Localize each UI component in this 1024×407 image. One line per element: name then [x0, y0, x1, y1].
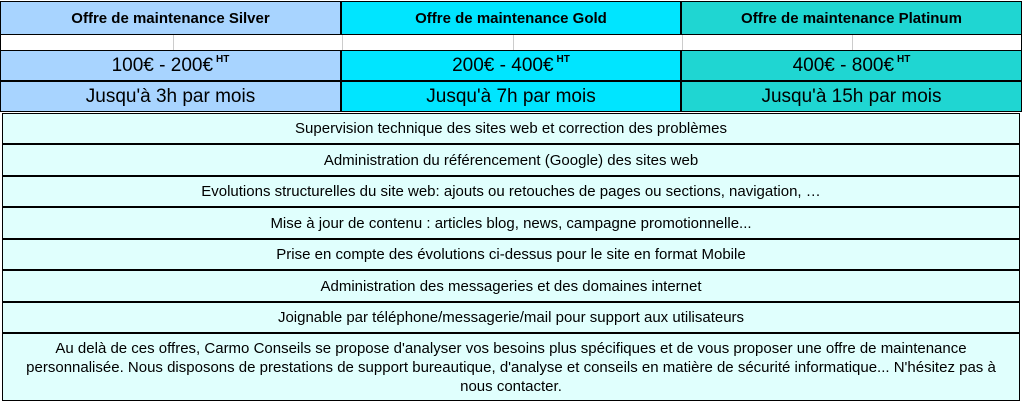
- silver-price-suffix: HT: [216, 54, 230, 65]
- spacer-tick: [342, 35, 343, 50]
- platinum-price-value: 400€ - 800€: [792, 54, 895, 76]
- platinum-price-suffix: HT: [897, 54, 911, 65]
- gold-offer-title: Offre de maintenance Gold: [341, 1, 681, 35]
- platinum-offer-title: Offre de maintenance Platinum: [681, 1, 1022, 35]
- feature-row: Mise à jour de contenu : articles blog, news, campagne promotionnelle...: [2, 207, 1020, 239]
- feature-row: Administration du référencement (Google) des sites web: [2, 144, 1020, 176]
- spacer-tick: [513, 35, 514, 50]
- gold-price-suffix: HT: [556, 54, 570, 65]
- silver-offer-title: Offre de maintenance Silver: [0, 1, 341, 35]
- spacer-tick: [682, 35, 683, 50]
- platinum-hours: Jusqu'à 15h par mois: [681, 81, 1022, 112]
- header-spacer: [0, 35, 1022, 50]
- feature-row: Prise en compte des évolutions ci-dessus pour le site en format Mobile: [2, 239, 1020, 270]
- spacer-tick: [173, 35, 174, 50]
- hours-row: [0, 81, 1022, 112]
- price-row: [0, 50, 1022, 81]
- feature-row: Administration des messageries et des domaines internet: [2, 270, 1020, 302]
- silver-price-value: 100€ - 200€: [111, 54, 214, 76]
- offer-header-row: [0, 1, 1022, 35]
- gold-price-value: 200€ - 400€: [452, 54, 554, 76]
- feature-row: Supervision technique des sites web et correction des problèmes: [2, 113, 1020, 144]
- gold-price: [341, 50, 681, 81]
- spacer-tick: [852, 35, 853, 50]
- silver-price: [0, 50, 341, 81]
- feature-row: Evolutions structurelles du site web: ajouts ou retouches de pages ou sections, navigation, …: [2, 176, 1020, 207]
- silver-hours: Jusqu'à 3h par mois: [0, 81, 341, 112]
- feature-row: Joignable par téléphone/messagerie/mail pour support aux utilisateurs: [2, 302, 1020, 333]
- custom-offer-note: Au delà de ces offres, Carmo Conseils se propose d'analyser vos besoins plus spécifiques et de vous proposer une offre de maintenance personnalisée. Nous disposons de prestations de support bureautique, d'analyse et conseils en matière de sécurité informatique... N'hésitez pas à nous contacter.: [2, 333, 1020, 401]
- gold-hours: Jusqu'à 7h par mois: [341, 81, 681, 112]
- platinum-price: [681, 50, 1022, 81]
